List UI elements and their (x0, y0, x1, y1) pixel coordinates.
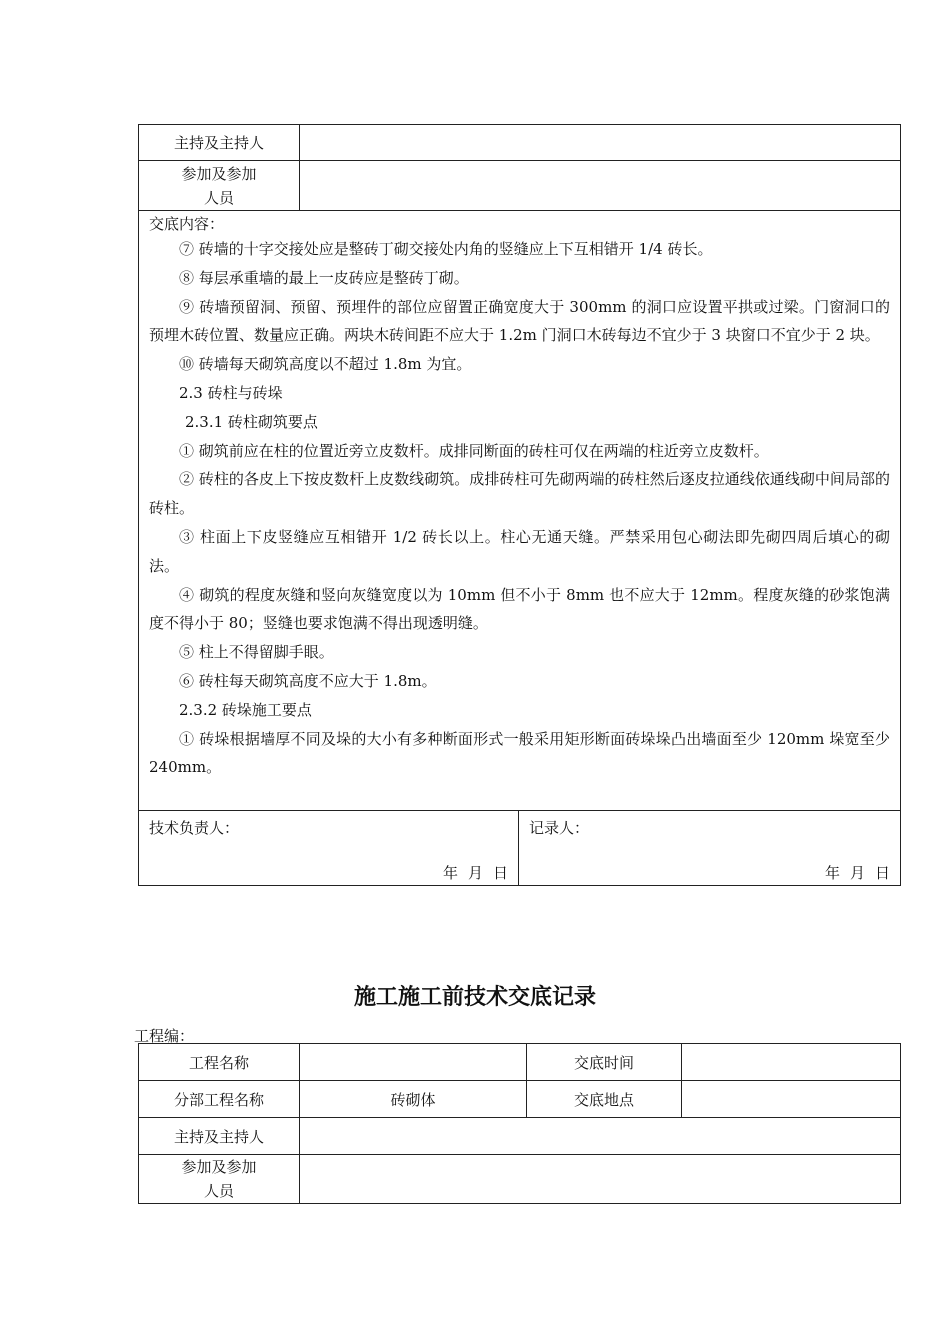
section-heading: 2.3 砖柱与砖垛 (179, 383, 283, 402)
tech-lead-signature-cell (139, 811, 519, 886)
date-year: 年 (824, 864, 840, 883)
content-paragraph: ④ 砌筑的程度灰缝和竖向灰缝宽度以为 10mm 但不小于 8mm 也不应大于 12mm。程度灰缝的砂浆饱满度不得小于 80；竖缝也要求饱满不得出现透明缝。 (149, 585, 890, 633)
project-name-label: 工程名称 (139, 1044, 300, 1081)
date-day: 日 (492, 864, 508, 883)
attendees-value (300, 161, 901, 211)
handover-record-table-top (138, 124, 901, 886)
handover-place-value (682, 1081, 901, 1118)
content-paragraph: ① 砖垛根据墙厚不同及垛的大小有多种断面形式一般采用矩形断面砖垛垛凸出墙面至少 120mm 垛宽至少 240mm。 (149, 729, 890, 777)
attendees-value (300, 1155, 901, 1204)
host-label: 主持及主持人 (139, 125, 300, 161)
host-value (300, 125, 901, 161)
handover-place-label: 交底地点 (527, 1081, 682, 1118)
subsection-heading: 2.3.2 砖垛施工要点 (179, 700, 312, 719)
date-day: 日 (874, 864, 890, 883)
tech-lead-label: 技术负责人： (149, 819, 240, 838)
handover-record-table-bottom (138, 1043, 901, 1204)
content-paragraph: ⑥ 砖柱每天砌筑高度不应大于 1.8m。 (179, 671, 437, 690)
recorder-date (815, 862, 890, 883)
content-paragraph: ⑧ 每层承重墙的最上一皮砖应是整砖丁砌。 (179, 268, 469, 287)
project-number-label: 工程编： (134, 1027, 195, 1045)
recorder-label: 记录人： (529, 819, 590, 838)
handover-time-label: 交底时间 (527, 1044, 682, 1081)
date-month: 月 (467, 864, 483, 883)
date-month: 月 (849, 864, 865, 883)
content-paragraph: ② 砖柱的各皮上下按皮数杆上皮数线砌筑。成排砖柱可先砌两端的砖柱然后逐皮拉通线依通线砌中间局部的砖柱。 (149, 470, 890, 518)
content-paragraph: ⑦ 砖墙的十字交接处应是整砖丁砌交接处内角的竖缝应上下互相错开 1/4 砖长。 (179, 240, 713, 258)
sub-project-value: 砖砌体 (300, 1081, 527, 1118)
date-year: 年 (442, 864, 458, 883)
attendees-label-line1: 参加及参加 (181, 164, 257, 183)
project-name-value (300, 1044, 527, 1081)
tech-lead-date (433, 862, 508, 883)
recorder-signature-cell (519, 811, 901, 886)
attendees-label (139, 161, 300, 211)
handover-time-value (682, 1044, 901, 1081)
content-paragraph: ③ 柱面上下皮竖缝应互相错开 1/2 砖长以上。柱心无通天缝。严禁采用包心砌法即先砌四周后填心的砌法。 (149, 527, 890, 575)
host-value (300, 1118, 901, 1155)
content-heading: 交底内容： (149, 215, 225, 233)
attendees-label-line2: 人员 (203, 1182, 234, 1200)
attendees-label-line1: 参加及参加 (181, 1158, 257, 1176)
content-paragraph: ⑨ 砖墙预留洞、预留、预埋件的部位应留置正确宽度大于 300mm 的洞口应设置平拱或过梁。门窗洞口的预埋木砖位置、数量应正确。两块木砖间距不应大于 1.2m 门洞口木砖每边不宜少于 3 块窗口不宜少于 2 块。 (149, 297, 890, 345)
host-label: 主持及主持人 (139, 1118, 300, 1155)
content-paragraph: ⑤ 柱上不得留脚手眼。 (179, 643, 334, 662)
document-title: 施工施工前技术交底记录 (353, 985, 596, 1010)
attendees-label (139, 1155, 300, 1204)
content-paragraph: ① 砌筑前应在柱的位置近旁立皮数杆。成排同断面的砖柱可仅在两端的柱近旁立皮数杆。 (179, 441, 769, 460)
subsection-heading: 2.3.1 砖柱砌筑要点 (185, 412, 318, 431)
content-paragraph: ⑩ 砖墙每天砌筑高度以不超过 1.8m 为宜。 (179, 355, 472, 374)
sub-project-label: 分部工程名称 (139, 1081, 300, 1118)
handover-content (139, 211, 901, 811)
attendees-label-line2: 人员 (203, 188, 234, 207)
